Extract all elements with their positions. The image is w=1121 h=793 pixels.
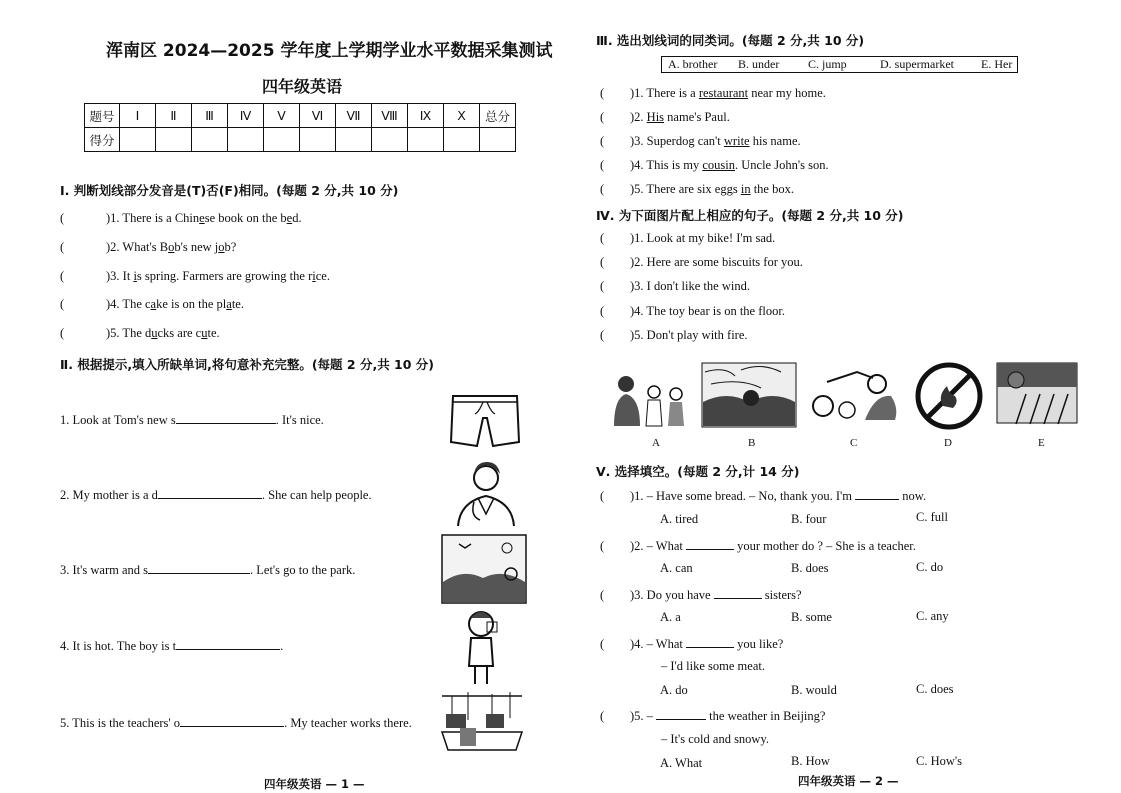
q-text: b?: [224, 240, 237, 254]
q-text: )4. The c: [106, 297, 151, 311]
q-text: ce.: [315, 269, 330, 283]
answer-paren: (: [60, 240, 65, 254]
pic-label-e: E: [1038, 437, 1045, 449]
answer-paren: (: [60, 297, 65, 311]
q-text: you like?: [737, 637, 784, 651]
s5-question-5: ( )5. – the weather in Beijing?: [600, 709, 826, 723]
q-text: 4. It is hot. The boy is t: [60, 639, 177, 653]
underlined-letter: a: [226, 297, 232, 311]
score-cell: 总分: [480, 104, 516, 128]
underlined-letter: e: [286, 211, 293, 225]
q-text: . My teacher works there.: [284, 716, 412, 730]
s5-q3-option-b[interactable]: B. some: [791, 610, 832, 624]
score-cell: Ⅷ: [372, 104, 408, 128]
answer-blank[interactable]: [855, 487, 899, 500]
answer-paren: (: [60, 269, 65, 283]
score-cell: Ⅰ: [120, 104, 156, 128]
section5-heading: Ⅴ. 选择填空。(每题 2 分,计 14 分): [596, 464, 800, 479]
s1-question-4[interactable]: [60, 297, 244, 312]
q-text: )5. The d: [106, 326, 152, 340]
score-cell: Ⅴ: [264, 104, 300, 128]
q-text: his name.: [749, 134, 801, 148]
s1-question-1[interactable]: [60, 211, 302, 226]
score-cell: Ⅹ: [444, 104, 480, 128]
q-text: the weather in Beijing?: [709, 709, 826, 723]
q-text: )1. There is a Chin: [106, 211, 200, 225]
q-text: te.: [207, 326, 220, 340]
score-input[interactable]: [444, 128, 480, 152]
underlined-word: His: [646, 110, 665, 124]
q-text: ke is on the pl: [156, 297, 227, 311]
section2-heading: Ⅱ. 根据提示,填入所缺单词,将句意补充完整。(每题 2 分,共 10 分): [60, 357, 435, 372]
s5-q5-option-c[interactable]: C. How's: [916, 754, 963, 768]
score-cell: Ⅶ: [336, 104, 372, 128]
s5-question-1: ( )1. – Have some bread. – No, thank you. I'm now.: [600, 489, 927, 503]
page-footer-right: 四年级英语 — 2 —: [798, 774, 899, 788]
s2-question-4: [60, 637, 283, 654]
s3-question-2[interactable]: ( )2. His name's Paul.: [600, 110, 730, 124]
answer-paren: (: [60, 326, 65, 340]
underlined-letter: o: [218, 240, 225, 254]
s5-q4-option-a[interactable]: A. do: [660, 683, 688, 697]
score-input[interactable]: [120, 128, 156, 152]
section3-heading: Ⅲ. 选出划线词的同类词。(每题 2 分,共 10 分): [596, 33, 865, 48]
score-input[interactable]: [300, 128, 336, 152]
no-fire-pic: [905, 362, 993, 430]
q-text: )2.: [630, 110, 647, 124]
pic-label-d: D: [944, 437, 952, 449]
q-text: )3. It: [106, 269, 134, 283]
underlined-word: in: [740, 182, 751, 196]
underlined-word: restaurant: [698, 86, 749, 100]
answer-blank[interactable]: [148, 561, 250, 574]
q-text: the box.: [750, 182, 794, 196]
s2-question-2: [60, 486, 372, 503]
underlined-letter: i: [312, 269, 316, 283]
q-text: )2. – What: [630, 539, 683, 553]
s5-q4-option-c[interactable]: C. does: [916, 682, 954, 696]
q-text: now.: [902, 489, 927, 503]
s3-question-5[interactable]: ( )5. There are six eggs in the box.: [600, 182, 794, 196]
word-option: E. Her: [981, 57, 1013, 71]
s5-q5-reply: – It's cold and snowy.: [661, 732, 770, 746]
score-input[interactable]: [264, 128, 300, 152]
s5-q2-option-c[interactable]: C. do: [916, 560, 944, 574]
score-cell: Ⅱ: [156, 104, 192, 128]
word-option: C. jump: [808, 57, 847, 71]
pic-label-a: A: [652, 437, 660, 449]
section1-heading: Ⅰ. 判断划线部分发音是(T)否(F)相同。(每题 2 分,共 10 分): [60, 183, 399, 198]
q-text: 3. It's warm and s: [60, 563, 149, 577]
underlined-letter: e: [199, 211, 205, 225]
score-input[interactable]: [192, 128, 228, 152]
score-cell: Ⅲ: [192, 104, 228, 128]
answer-blank[interactable]: [176, 637, 280, 650]
q-text: )5. –: [630, 709, 653, 723]
s5-q4-reply: – I'd like some meat.: [661, 659, 765, 673]
q-text: )4. This is my: [630, 158, 703, 172]
word-option: D. supermarket: [880, 57, 954, 71]
right-page: [560, 0, 1121, 793]
score-input[interactable]: [228, 128, 264, 152]
park-icon: [441, 534, 527, 604]
q-text: . Uncle John's son.: [735, 158, 829, 172]
underlined-letter: a: [150, 297, 157, 311]
s4-question-1[interactable]: ( )1. Look at my bike! I'm sad.: [600, 231, 776, 245]
underlined-letter: o: [168, 240, 175, 254]
q-text: )5. Don't play with fire.: [630, 328, 748, 342]
answer-paren: (: [60, 211, 65, 225]
s5-question-4: ( )4. – What you like?: [600, 637, 784, 651]
underlined-letter: u: [151, 326, 158, 340]
s1-question-2[interactable]: [60, 240, 236, 255]
s1-question-5[interactable]: [60, 326, 220, 341]
doctor-icon: [452, 458, 522, 528]
broken-bike-pic: [807, 362, 903, 424]
q-text: . It's nice.: [275, 413, 324, 427]
q-text: near my home.: [748, 86, 826, 100]
q-text: s spring. Farmers are growing the r: [136, 269, 313, 283]
underlined-letter: i: [133, 269, 137, 283]
q-text: )3. Do you have: [630, 588, 711, 602]
answer-blank[interactable]: [714, 586, 762, 599]
underlined-word: write: [723, 134, 750, 148]
s5-q4-option-b[interactable]: B. would: [791, 683, 837, 697]
section4-heading: Ⅳ. 为下面图片配上相应的句子。(每题 2 分,共 10 分): [596, 208, 904, 223]
exam-title: 浑南区 2024—2025 学年度上学期学业水平数据采集测试: [106, 41, 553, 61]
q-text: cks are c: [157, 326, 202, 340]
q-text: b's new j: [174, 240, 219, 254]
q-text: 2. My mother is a d: [60, 488, 158, 502]
q-text: d.: [292, 211, 302, 225]
score-input[interactable]: [480, 128, 516, 152]
s5-q1-option-a[interactable]: A. tired: [660, 512, 699, 526]
answer-blank[interactable]: [176, 411, 276, 424]
bear-floor-pic: [996, 362, 1078, 424]
q-text: . Let's go to the park.: [250, 563, 356, 577]
s5-q3-option-c[interactable]: C. any: [916, 609, 949, 623]
score-cell: 题号: [85, 104, 120, 128]
s5-question-3: ( )3. Do you have sisters?: [600, 588, 802, 602]
q-text: . She can help people.: [261, 488, 372, 502]
answer-blank[interactable]: [180, 714, 284, 727]
s2-question-3: [60, 561, 355, 578]
q-text: your mother do ? – She is a teacher.: [737, 539, 916, 553]
q-text: )1. There is a: [630, 86, 699, 100]
word-bank-box: [661, 56, 1018, 73]
q-text: se book on the b: [204, 211, 287, 225]
score-input[interactable]: [156, 128, 192, 152]
s3-question-4[interactable]: ( )4. This is my cousin. Uncle John's son.: [600, 158, 829, 172]
score-header-row: [85, 104, 516, 128]
word-option: A. brother: [668, 57, 718, 71]
word-option: B. under: [738, 57, 780, 71]
q-text: )4. The toy bear is on the floor.: [630, 304, 785, 318]
underlined-letter: u: [201, 326, 208, 340]
q-text: 1. Look at Tom's new s: [60, 413, 176, 427]
s5-q2-option-b[interactable]: B. does: [791, 561, 829, 575]
s5-question-2: ( )2. – What your mother do ? – She is a teacher.: [600, 539, 916, 553]
q-text: )5. There are six eggs: [630, 182, 741, 196]
s5-q1-option-c[interactable]: C. full: [916, 510, 948, 524]
family-pic: [604, 370, 694, 428]
s5-q5-option-a[interactable]: A. What: [660, 756, 703, 770]
shorts-icon: [447, 390, 523, 452]
answer-blank[interactable]: [686, 537, 734, 550]
s5-q5-option-b[interactable]: B. How: [791, 754, 830, 768]
s3-question-1[interactable]: ( )1. There is a restaurant near my home.: [600, 86, 826, 100]
s5-q2-option-a[interactable]: A. can: [660, 561, 693, 575]
q-text: )1. Look at my bike! I'm sad.: [630, 231, 776, 245]
pic-label-b: B: [748, 437, 756, 449]
q-text: )1. – Have some bread. – No, thank you. I'm: [630, 489, 852, 503]
score-cell: Ⅸ: [408, 104, 444, 128]
page-footer-left: 四年级英语 — 1 —: [264, 777, 365, 791]
q-text: )3. I don't like the wind.: [630, 279, 750, 293]
score-value-row: [85, 128, 516, 152]
pic-label-c: C: [850, 437, 858, 449]
s2-question-1: [60, 411, 324, 428]
s2-question-5: [60, 714, 412, 731]
q-text: )3. Superdog can't: [630, 134, 724, 148]
s1-question-3[interactable]: [60, 269, 330, 284]
s4-question-4[interactable]: ( )4. The toy bear is on the floor.: [600, 304, 785, 318]
left-page: [0, 0, 560, 793]
score-label: 得分: [85, 128, 120, 152]
q-text: name's Paul.: [664, 110, 730, 124]
s4-question-2[interactable]: ( )2. Here are some biscuits for you.: [600, 255, 803, 269]
score-input[interactable]: [408, 128, 444, 152]
q-text: )2. Here are some biscuits for you.: [630, 255, 803, 269]
office-icon: [438, 690, 526, 752]
score-cell: Ⅳ: [228, 104, 264, 128]
answer-blank[interactable]: [158, 486, 262, 499]
q-text: )2. What's B: [106, 240, 169, 254]
subject-subtitle: 四年级英语: [262, 77, 343, 96]
answer-blank[interactable]: [686, 635, 734, 648]
s5-q3-option-a[interactable]: A. a: [660, 610, 681, 624]
score-cell: Ⅵ: [300, 104, 336, 128]
q-text: te.: [231, 297, 244, 311]
wind-pic: [701, 362, 797, 428]
q-text: )4. – What: [630, 637, 683, 651]
q-text: 5. This is the teachers' o: [60, 716, 181, 730]
hot-boy-icon: [461, 606, 507, 686]
score-input[interactable]: [336, 128, 372, 152]
s3-question-3[interactable]: ( )3. Superdog can't write his name.: [600, 134, 801, 148]
q-text: .: [280, 639, 284, 653]
score-table: [84, 103, 516, 152]
score-input[interactable]: [372, 128, 408, 152]
answer-blank[interactable]: [656, 707, 706, 720]
q-text: sisters?: [764, 588, 802, 602]
s5-q1-option-b[interactable]: B. four: [791, 512, 827, 526]
s4-question-3[interactable]: ( )3. I don't like the wind.: [600, 279, 750, 293]
s4-question-5[interactable]: ( )5. Don't play with fire.: [600, 328, 748, 342]
underlined-word: cousin: [702, 158, 735, 172]
